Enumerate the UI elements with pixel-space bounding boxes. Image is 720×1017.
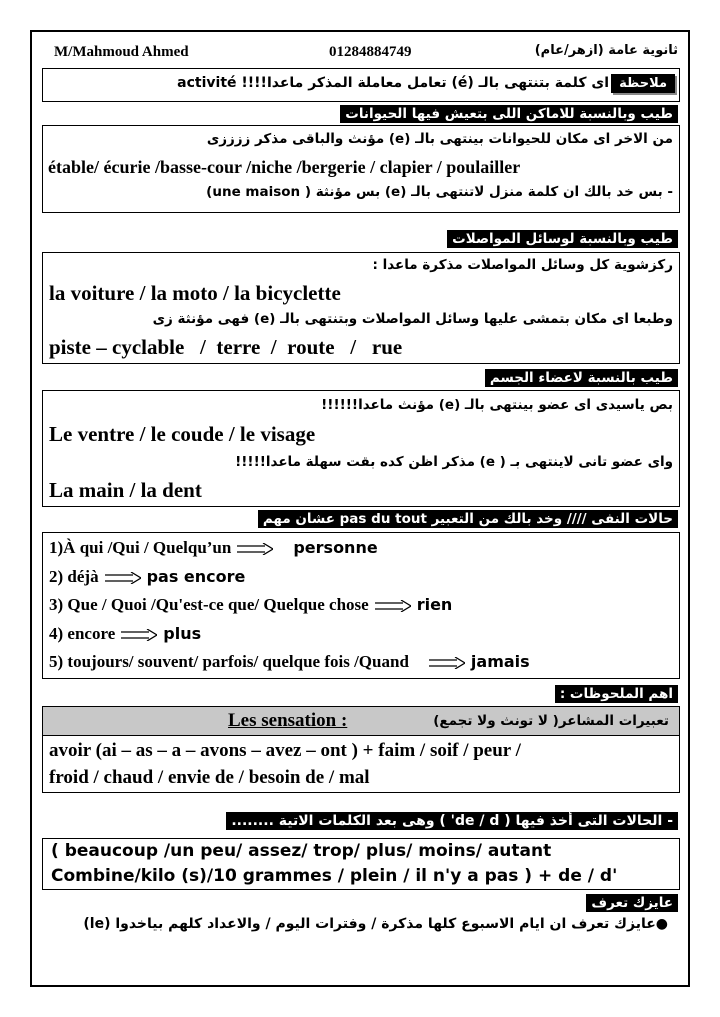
phone-number: 01284884749 [329,44,412,60]
school-label: ثانوية عامة (ازهر/عام) [534,43,678,58]
arrow-right-icon [105,572,141,584]
transport-places-list: piste – cyclable / terre / route / rue [49,335,403,359]
negation-item-2-right: pas encore [146,567,246,586]
sensation-list: froid / chaud / envie de / besoin de / mal [49,767,370,788]
negation-item-4 [49,624,201,644]
negation-item-5 [49,652,530,672]
transport-box [42,252,680,364]
arrow-right-icon [237,543,273,555]
negation-item-3 [49,595,452,615]
places-rule: من الاخر اى مكان للحيوانات بينتهى بالـ (e) مؤنث والباقى مذكر ززززى [206,131,673,147]
transport-banner: طيب وبالنسبة لوسائل المواصلات [447,230,678,248]
partitive-words-2: Combine/kilo (s)/10 grammes / plein / il n'y a pas ) + de / d' [51,866,618,886]
days-note: ●عايزك تعرف ان ايام الاسبوع كلها مذكرة / وفترات اليوم / والاعداد كلهم بياخدوا (le) [83,916,668,932]
negation-item-4-right: plus [163,624,202,643]
places-banner: طيب وبالنسبة للاماكن اللى بتعيش فيها الحيوانات [340,105,678,123]
intro-box [42,68,680,102]
notes-banner: اهم الملحوظات : [555,685,678,703]
negation-item-1-right: personne [293,538,378,557]
partitive-box [42,838,680,890]
negation-box [42,532,680,679]
negation-banner: حالات النفى //// وخد بالك من التعبير pas du tout عشان مهم [258,510,678,528]
footer-banner: عايزك تعرف [586,894,678,912]
avoir-expressions: avoir (ai – as – a – avons – avez – ont ) + faim / soif / peur / [49,740,521,761]
negation-item-1 [49,538,378,558]
places-exception: - بس خد بالك ان كلمة منزل لاتنتهى بالـ (e) بس مؤنثة ( une maison) [206,184,673,200]
body-masculine-exceptions: La main / la dent [49,478,202,502]
author-name: M/Mahmoud Ahmed [54,44,189,60]
sensation-title-bar [42,706,680,736]
negation-item-1-left: 1)À qui /Qui / Quelqu’un [49,538,232,557]
negation-item-5-right: jamais [470,652,530,671]
note-badge: ملاحظة [611,74,675,93]
negation-item-2 [49,567,245,587]
negation-item-3-left: 3) Que / Quoi /Qu'est-ce que/ Quelque chose [49,595,369,614]
transport-list: la voiture / la moto / la bicyclette [49,281,341,305]
body-box [42,390,680,507]
transport-rule: ركزشوية كل وسائل المواصلات مذكرة ماعدا : [372,257,673,273]
negation-item-2-left: 2) déjà [49,567,99,586]
sensation-arabic: تعبيرات المشاعر( لا تونث ولا تجمع) [433,713,669,729]
sensation-title: Les sensation : [228,710,348,731]
places-list: étable/ écurie /basse-cour /niche /bergerie / clapier / poulailler [48,157,521,177]
negation-item-5-left: 5) toujours/ souvent/ parfois/ quelque fois /Quand [49,652,409,671]
body-feminine-exceptions: Le ventre / le coude / le visage [49,422,316,446]
negation-item-4-left: 4) encore [49,624,116,643]
body-masculine-rule: واى عضو تانى لاينتهى بـ ( e) مذكر اظن كده بقت سهلة ماعدا!!!!! [235,454,673,470]
sensation-box [42,735,680,793]
negation-item-3-right: rien [416,595,453,614]
partitive-banner: - الحالات التى أخذ فيها ( de / d' ) وهى بعد الكلمات الاتية ........ [226,812,678,830]
worksheet-page [30,30,690,987]
arrow-right-icon [121,629,157,641]
arrow-right-icon [375,600,411,612]
places-box [42,125,680,213]
partitive-words-1: ( beaucoup /un peu/ assez/ trop/ plus/ moins/ autant [51,841,552,861]
body-banner: طيب بالنسبة لاعضاء الجسم [485,369,678,387]
body-rule: بص ياسيدى اى عضو بينتهى بالـ (e) مؤنث ماعدا!!!!!! [321,397,673,413]
arrow-right-icon [429,657,465,669]
intro-text: اى كلمة بتنتهى بالـ (é) تعامل معاملة المذكر ماعدا!!!! activité [177,75,609,91]
transport-place-rule: وطبعا اى مكان بتمشى عليها وسائل المواصلات وبتنتهى بالـ (e) فهى مؤنثة زى [152,311,673,327]
